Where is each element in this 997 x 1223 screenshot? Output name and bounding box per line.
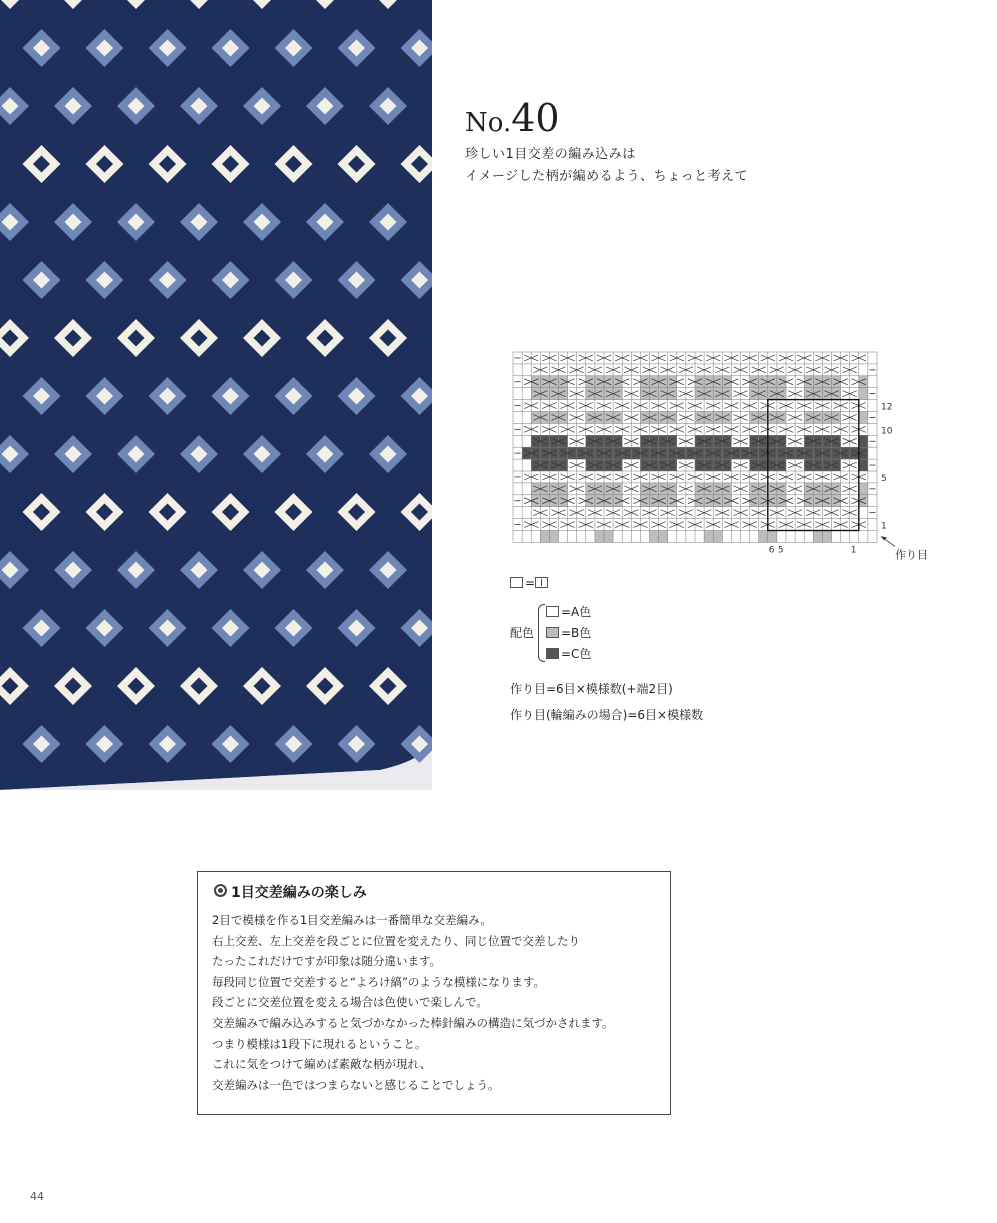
column-line: 毎段同じ位置で交差すると“よろけ縞”のような模様になります。 [212, 974, 545, 989]
chart-cell [549, 495, 558, 507]
chart-cell [832, 388, 841, 400]
chart-cell [622, 447, 631, 459]
chart-cell [577, 447, 586, 459]
row-label: 12 [881, 402, 893, 413]
column-title-text: 1目交差編みの楽しみ [231, 885, 367, 901]
column-line: つまり模様は1段下に現れるということ。 [212, 1036, 427, 1051]
chart-cell [559, 376, 568, 388]
chart-cell [540, 483, 549, 495]
cast-on-round: 作り目(輪編みの場合)=6目×模様数 [510, 708, 704, 722]
chart-cell [549, 447, 558, 459]
chart-cell [650, 435, 659, 447]
chart-cell [859, 412, 868, 424]
chart-cell [604, 483, 613, 495]
chart-cell [813, 412, 822, 424]
chart-cell [804, 459, 813, 471]
chart-cell [531, 412, 540, 424]
chart-cell [722, 459, 731, 471]
legend-bracket [538, 604, 545, 662]
chart-cell [695, 447, 704, 459]
row-label: 10 [881, 426, 893, 437]
knit-symbol-swatch [535, 577, 548, 588]
chart-cell [731, 447, 740, 459]
chart-cell [759, 447, 768, 459]
bullet-icon [214, 884, 227, 897]
chart-cell [549, 459, 558, 471]
chart-cell [613, 376, 622, 388]
chart-cell [777, 388, 786, 400]
chart-cell [595, 412, 604, 424]
chart-cell [595, 459, 604, 471]
chart-cell [777, 376, 786, 388]
chart-cell [768, 388, 777, 400]
symbol-legend [510, 576, 550, 590]
column-line: 交差編みで編み込みすると気づかなかった棒針編みの構造に気づかされます。 [212, 1015, 614, 1030]
chart-cell [677, 447, 686, 459]
chart-cell [668, 435, 677, 447]
chart-cell [650, 483, 659, 495]
col-label: 5 [777, 545, 784, 556]
chart-cell [586, 483, 595, 495]
chart-cell [822, 483, 831, 495]
chart-cell [741, 447, 750, 459]
chart-cell [613, 435, 622, 447]
chart-cell [713, 459, 722, 471]
chart-cell [768, 459, 777, 471]
chart-cell [586, 495, 595, 507]
chart-cell [777, 412, 786, 424]
knitted-swatch-photo [0, 0, 432, 790]
column-line: 右上交差、左上交差を段ごとに位置を変えたり、同じ位置で交差したり [212, 933, 580, 948]
chart-cell [722, 495, 731, 507]
chart-cell [531, 447, 540, 459]
chart-cell [586, 376, 595, 388]
chart-cell [768, 483, 777, 495]
color-c-label: =C色 [561, 647, 592, 661]
cast-on-label: 作り目 [895, 548, 928, 562]
intro-line-2: イメージした柄が編めるよう、ちょっと考えて [465, 169, 749, 184]
chart-cell [813, 447, 822, 459]
chart-cell [859, 447, 868, 459]
pattern-number [465, 96, 560, 140]
chart-cell [713, 388, 722, 400]
color-b-label: =B色 [561, 626, 592, 640]
chart-cell [640, 412, 649, 424]
chart-cell [704, 447, 713, 459]
chart-cell [640, 435, 649, 447]
intro-line-1: 珍しい1目交差の編み込みは [465, 147, 636, 162]
chart-cell [813, 435, 822, 447]
chart-cell [804, 435, 813, 447]
chart-cell [704, 376, 713, 388]
chart-cell [695, 483, 704, 495]
chart-cell [531, 435, 540, 447]
chart-cell [595, 447, 604, 459]
chart-cell [659, 447, 668, 459]
chart-cell [713, 447, 722, 459]
chart-cell [759, 388, 768, 400]
chart-cell [822, 388, 831, 400]
chart-cell [549, 483, 558, 495]
chart-cell [540, 388, 549, 400]
chart-cell [604, 435, 613, 447]
chart-cell [668, 447, 677, 459]
chart-cell [832, 435, 841, 447]
chart-cell [859, 459, 868, 471]
chart-cell [704, 495, 713, 507]
chart-cell [822, 459, 831, 471]
chart-cell [832, 459, 841, 471]
legend-b [546, 624, 591, 641]
chart-cell [559, 412, 568, 424]
chart-cell [695, 412, 704, 424]
chart-cell [832, 376, 841, 388]
chart-cell [559, 388, 568, 400]
chart-cell [549, 376, 558, 388]
chart-cell [750, 435, 759, 447]
chart-cell [586, 388, 595, 400]
chart-cell [804, 388, 813, 400]
chart-cell [813, 459, 822, 471]
chart-cell [713, 412, 722, 424]
chart-cell [659, 531, 668, 543]
chart-cell [531, 483, 540, 495]
chart-cell [859, 495, 868, 507]
chart-cell [559, 459, 568, 471]
chart-cell [722, 435, 731, 447]
row-label: 5 [881, 473, 887, 484]
chart-cell [540, 459, 549, 471]
chart-cell [859, 376, 868, 388]
chart-cell [722, 412, 731, 424]
chart-cell [613, 459, 622, 471]
chart-cell [722, 388, 731, 400]
color-a-swatch [546, 606, 559, 617]
chart-cell [804, 483, 813, 495]
chart-cell [522, 447, 531, 459]
column-line: これに気をつけて編めば素敵な柄が現れ、 [212, 1057, 432, 1072]
chart-cell [750, 483, 759, 495]
chart-cell [768, 447, 777, 459]
chart-cell [777, 459, 786, 471]
chart-cell [631, 447, 640, 459]
chart-cell [759, 459, 768, 471]
chart-cell [540, 412, 549, 424]
chart-cell [540, 376, 549, 388]
chart-cell [704, 435, 713, 447]
column-title [214, 882, 656, 902]
chart-cell [604, 459, 613, 471]
column-body [212, 910, 656, 1095]
chart-cell [540, 435, 549, 447]
chart-cell [668, 459, 677, 471]
column-box [197, 871, 671, 1115]
chart-cell [832, 447, 841, 459]
chart-cell [640, 483, 649, 495]
chart-cell [695, 495, 704, 507]
chart-cell [750, 388, 759, 400]
col-label: 1 [850, 545, 857, 556]
chart-cell [695, 435, 704, 447]
chart-cell [713, 495, 722, 507]
chart-cell [659, 376, 668, 388]
chart-cell [586, 447, 595, 459]
chart-cell [595, 376, 604, 388]
chart-cell [704, 483, 713, 495]
chart-cell [713, 376, 722, 388]
chart-cell [531, 459, 540, 471]
color-b-swatch [546, 627, 559, 638]
column-line: 交差編みは一色ではつまらないと感じることでしょう。 [212, 1077, 500, 1092]
chart-cell [750, 459, 759, 471]
chart-cell [768, 531, 777, 543]
chart-cell [559, 483, 568, 495]
chart-cell [531, 376, 540, 388]
chart-cell [695, 376, 704, 388]
chart-cell [559, 495, 568, 507]
chart-cell [613, 495, 622, 507]
chart-cell [659, 412, 668, 424]
page-number: 44 [30, 1190, 44, 1203]
chart-cell [586, 435, 595, 447]
chart-cell [750, 495, 759, 507]
chart-cell [759, 531, 768, 543]
chart-cell [650, 495, 659, 507]
chart-cell [722, 483, 731, 495]
chart-cell [695, 459, 704, 471]
chart-cell [604, 388, 613, 400]
chart-cell [713, 483, 722, 495]
chart-cell [822, 447, 831, 459]
chart-cell [659, 388, 668, 400]
chart-cell [777, 435, 786, 447]
column-line: たったこれだけですが印象は随分違います。 [212, 954, 442, 969]
chart-cell [650, 447, 659, 459]
chart-cell [859, 388, 868, 400]
chart-cell [759, 412, 768, 424]
chart-cell [704, 459, 713, 471]
chart-cell [695, 388, 704, 400]
chart-cell [549, 388, 558, 400]
chart-cell [668, 483, 677, 495]
chart-cell [640, 495, 649, 507]
chart-cell [595, 388, 604, 400]
chart-cell [650, 376, 659, 388]
color-a-label: =A色 [561, 605, 592, 619]
legend-c [546, 645, 591, 662]
chart-cell [841, 447, 850, 459]
chart-cell [586, 459, 595, 471]
chart-cell [813, 531, 822, 543]
chart-cell [704, 531, 713, 543]
chart-cell [604, 447, 613, 459]
chart-cell [813, 388, 822, 400]
chart-cell [640, 388, 649, 400]
chart-cell [549, 412, 558, 424]
chart-cell [604, 376, 613, 388]
chart-cell [595, 483, 604, 495]
chart-cell [604, 412, 613, 424]
chart-cell [759, 483, 768, 495]
column-line: 段ごとに交差位置を変える場合は色使いで楽しんで。 [212, 995, 488, 1010]
chart-cell [804, 495, 813, 507]
chart-cell [659, 435, 668, 447]
chart-cell [650, 459, 659, 471]
chart-cell [822, 435, 831, 447]
chart-cell [586, 412, 595, 424]
chart-cell [804, 376, 813, 388]
chart-cell [613, 447, 622, 459]
chart-cell [659, 459, 668, 471]
chart-cell [531, 495, 540, 507]
chart-cell [640, 459, 649, 471]
chart-cell [531, 388, 540, 400]
chart-cell [804, 447, 813, 459]
chart-cell [613, 388, 622, 400]
chart-cell [759, 495, 768, 507]
row-label: 1 [881, 521, 887, 532]
chart-cell [813, 495, 822, 507]
chart-cell [540, 447, 549, 459]
chart-cell [549, 435, 558, 447]
chart-cell [832, 483, 841, 495]
chart-cell [777, 447, 786, 459]
chart-cell [704, 388, 713, 400]
chart-cell [750, 412, 759, 424]
chart-cell [768, 435, 777, 447]
chart-cell [650, 388, 659, 400]
chart-cell [850, 447, 859, 459]
chart-cell [750, 376, 759, 388]
symbol-equals: = [525, 576, 536, 590]
color-legend-label: 配色 [510, 626, 535, 640]
chart-cell [822, 376, 831, 388]
chart-cell [668, 495, 677, 507]
chart-cell [713, 531, 722, 543]
chart-cell [650, 412, 659, 424]
cast-on-flat: 作り目=6目×模様数(+端2目) [510, 682, 673, 696]
chart-cell [750, 447, 759, 459]
chart-cell [559, 435, 568, 447]
chart-cell [668, 388, 677, 400]
chart-cell [540, 531, 549, 543]
chart-cell [595, 495, 604, 507]
chart-cell [668, 376, 677, 388]
chart-cell [659, 495, 668, 507]
chart-cell [604, 531, 613, 543]
column-line: 2目で模様を作る1目交差編みは一番簡単な交差編み。 [212, 913, 492, 927]
pattern-number-prefix: No. [465, 108, 512, 138]
chart-cell [613, 412, 622, 424]
chart-cell [768, 376, 777, 388]
legend-a [546, 603, 591, 620]
chart-cell [804, 412, 813, 424]
chart-cell [759, 435, 768, 447]
chart-cell [813, 483, 822, 495]
chart-cell [704, 412, 713, 424]
chart-cell [777, 483, 786, 495]
chart-cell [640, 376, 649, 388]
chart-cell [650, 531, 659, 543]
chart-cell [859, 435, 868, 447]
chart-cell [604, 495, 613, 507]
chart-cell [722, 447, 731, 459]
chart-cell [686, 447, 695, 459]
chart-cell [613, 483, 622, 495]
chart-cell [659, 483, 668, 495]
chart-cell [568, 447, 577, 459]
pattern-number-value: 40 [511, 96, 560, 140]
chart-cell [768, 412, 777, 424]
chart-cell [759, 376, 768, 388]
chart-cell [813, 376, 822, 388]
chart-cell [832, 412, 841, 424]
chart-cell [768, 495, 777, 507]
chart-cell [595, 435, 604, 447]
col-label: 6 [768, 545, 775, 556]
chart-cell [859, 483, 868, 495]
chart-cell [822, 412, 831, 424]
chart-cell [640, 447, 649, 459]
chart-cell [549, 531, 558, 543]
chart-cell [722, 376, 731, 388]
chart-cell [713, 435, 722, 447]
chart-cell [540, 495, 549, 507]
knitting-chart [505, 345, 955, 575]
chart-cell [777, 495, 786, 507]
blank-symbol-swatch [510, 577, 523, 588]
chart-cell [822, 531, 831, 543]
color-c-swatch [546, 648, 559, 659]
chart-cell [832, 495, 841, 507]
chart-cell [822, 495, 831, 507]
chart-cell [786, 447, 795, 459]
chart-cell [668, 412, 677, 424]
chart-cell [559, 447, 568, 459]
chart-cell [595, 531, 604, 543]
chart-cell [795, 447, 804, 459]
